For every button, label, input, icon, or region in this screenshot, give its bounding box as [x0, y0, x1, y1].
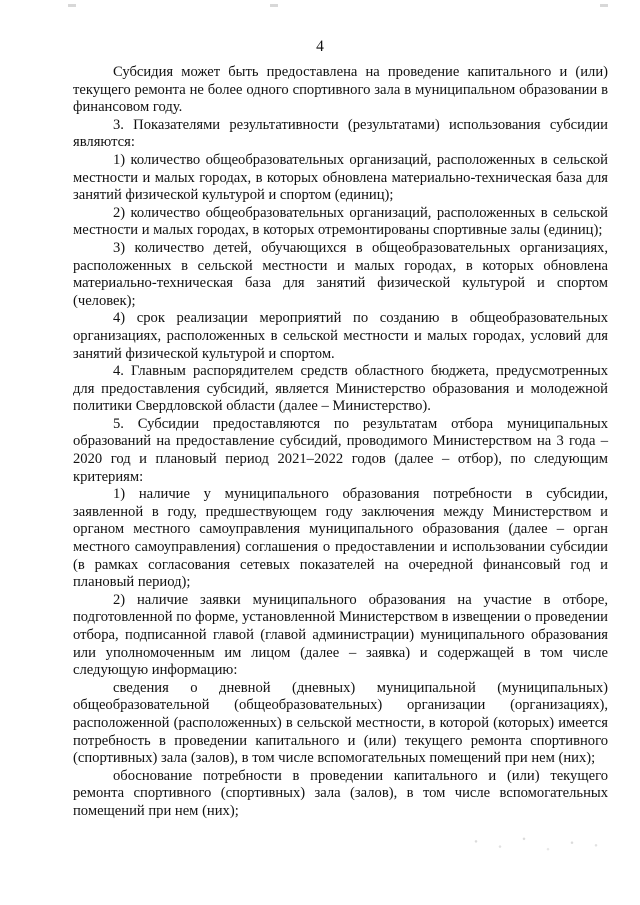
paragraph: 1) наличие у муниципального образования потребности в субсидии, заявленной в году, предшествующем году заключения между Министерством и органом местного самоуправления муниципального образования (далее – орган местного самоуправления) соглашения о предоставлении и использовании субсидии (в рамках согласования сетевых показателей на очередной финансовый год и плановый период);	[73, 486, 608, 591]
document-body	[73, 64, 608, 821]
scan-mark-right	[600, 4, 608, 7]
paragraph: 3. Показателями результативности (результатами) использования субсидии являются:	[73, 116, 608, 151]
paragraph: 4. Главным распорядителем средств областного бюджета, предусмотренных для предоставления субсидий, является Министерство образования и молодежной политики Свердловской области (далее – Министерство).	[73, 363, 608, 415]
paragraph: 2) наличие заявки муниципального образования на участие в отборе, подготовленной по форме, установленной Министерством в извещении о проведении отбора, подписанной главой (главой администрации) муниципального образования или уполномоченным им лицом (далее – заявка) и содержащей в том числе следующую информацию:	[73, 591, 608, 679]
paragraph: 2) количество общеобразовательных организаций, расположенных в сельской местности и малых городах, в которых отремонтированы спортивные залы (единиц);	[73, 204, 608, 239]
scan-mark-center	[270, 4, 278, 7]
scan-artifact	[460, 831, 620, 857]
paragraph: обоснование потребности в проведении капитального и (или) текущего ремонта спортивного (спортивных) зала (залов), в том числе вспомогательных помещений при нем (них);	[73, 767, 608, 819]
paragraph: сведения о дневной (дневных) муниципальной (муниципальных) общеобразовательной (общеобразовательных) организации (организациях), расположенной (расположенных) в сельской местности, в которой (которых) имеется потребность в проведении капитального и (или) текущего ремонта спортивного (спортивных) зала (залов), в том числе вспомогательных помещений при нем (них);	[73, 679, 608, 767]
page-number: 4	[316, 38, 324, 55]
paragraph: 5. Субсидии предоставляются по результатам отбора муниципальных образований на предоставление субсидий, проводимого Министерством на 3 года – 2020 год и плановый период 2021–2022 годов (далее – отбор), по следующим критериям:	[73, 415, 608, 485]
scan-mark-left	[68, 4, 76, 7]
paragraph: 4) срок реализации мероприятий по созданию в общеобразовательных организациях, расположенных в сельской местности и малых городах, условий для занятий физической культурой и спортом.	[73, 310, 608, 362]
paragraph: 3) количество детей, обучающихся в общеобразовательных организациях, расположенных в сельской местности и малых городах, в которых обновлена материально-техническая база для занятий физической культурой и спортом (человек);	[73, 239, 608, 309]
paragraph: 1) количество общеобразовательных организаций, расположенных в сельской местности и малых городах, в которых обновлена материально-техническая база для занятий физической культурой и спортом (единиц);	[73, 151, 608, 204]
paragraph: Субсидия может быть предоставлена на проведение капитального и (или) текущего ремонта не более одного спортивного зала в муниципальном образовании в финансовом году.	[73, 64, 608, 116]
